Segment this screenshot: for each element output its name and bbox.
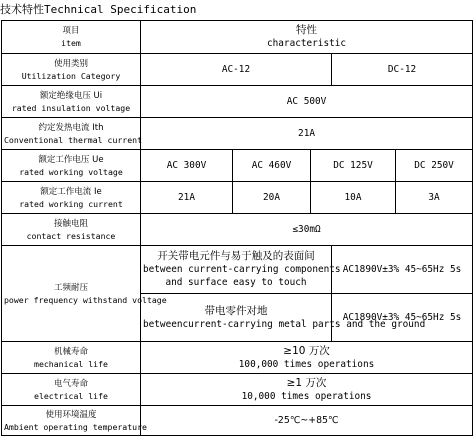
table-row-electrical-life — [2, 374, 473, 406]
pf-a-value-cell: AC1890V±3% 45~65Hz 5s — [332, 246, 473, 294]
ie-value-cell: 3A — [396, 182, 473, 214]
elec-value-cell: ≥1 万次 10,000 times operations — [141, 374, 473, 406]
title-cn: 技术特性 — [0, 3, 44, 16]
document-title — [0, 0, 196, 20]
ui-label-cell: 额定绝缘电压 Ui rated insulation voltage — [2, 86, 141, 118]
header-characteristic-cell: 特性 characteristic — [141, 21, 473, 54]
ambient-value-cell: -25℃~+85℃ — [141, 406, 473, 436]
contact-label-cell: 接触电阻 contact resistance — [2, 214, 141, 246]
title-en: Technical Specification — [44, 3, 197, 16]
contact-value-cell: ≤30mΩ — [141, 214, 473, 246]
mech-label-cell: 机械寿命 mechanical life — [2, 342, 141, 374]
ue-value-cell: AC 460V — [233, 150, 311, 182]
table-row-conventional-thermal-current — [2, 118, 473, 150]
pf-a-condition-cell: 开关带电元件与易于触及的表面间 between current-carrying components and surface easy to touch — [141, 246, 332, 294]
pf-b-value-cell: AC1890V±3% 45~65Hz 5s — [332, 294, 473, 342]
ue-value-cell: DC 250V — [396, 150, 473, 182]
specification-table — [1, 20, 473, 436]
header-row — [2, 21, 473, 54]
table-row-rated-insulation-voltage — [2, 86, 473, 118]
table-row-contact-resistance — [2, 214, 473, 246]
pf-label-cell: 工频耐压 power frequency withstand voltage — [2, 246, 141, 342]
elec-label-cell: 电气寿命 electrical life — [2, 374, 141, 406]
ambient-label-cell: 使用环境温度 Ambient operating temperature — [2, 406, 141, 436]
utilization-ac-cell: AC-12 — [141, 54, 332, 86]
ith-value-cell: 21A — [141, 118, 473, 150]
ie-value-cell: 21A — [141, 182, 233, 214]
table-row-utilization-category — [2, 54, 473, 86]
ue-value-cell: AC 300V — [141, 150, 233, 182]
table-row-rated-working-current — [2, 182, 473, 214]
table-row-rated-working-voltage — [2, 150, 473, 182]
ie-value-cell: 20A — [233, 182, 311, 214]
header-item-cell: 项目 item — [2, 21, 141, 54]
table-row-mechanical-life — [2, 342, 473, 374]
table-row-ambient-temperature — [2, 406, 473, 436]
ui-value-cell: AC 500V — [141, 86, 473, 118]
pf-b-condition-cell: 带电零件对地 betweencurrent-carrying metal parts and the ground — [141, 294, 332, 342]
utilization-label-cell: 使用类别 Utilization Category — [2, 54, 141, 86]
ue-value-cell: DC 125V — [311, 150, 396, 182]
utilization-dc-cell: DC-12 — [332, 54, 473, 86]
ie-value-cell: 10A — [311, 182, 396, 214]
ie-label-cell: 额定工作电流 Ie rated working current — [2, 182, 141, 214]
mech-value-cell: ≥10 万次 100,000 times operations — [141, 342, 473, 374]
ue-label-cell: 额定工作电压 Ue rated working voltage — [2, 150, 141, 182]
ith-label-cell: 约定发热电流 Ith Conventional thermal current — [2, 118, 141, 150]
table-row-power-frequency-a — [2, 246, 473, 294]
